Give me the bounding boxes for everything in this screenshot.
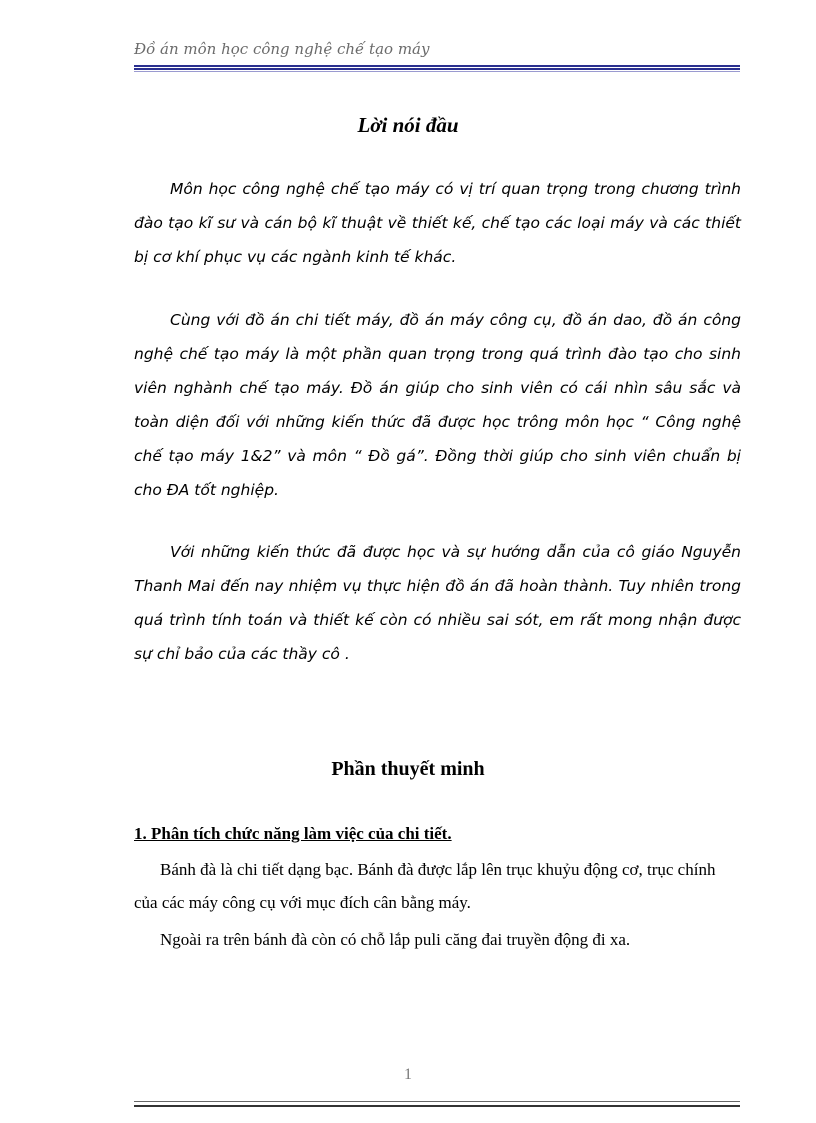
header-rule-middle: [134, 68, 740, 70]
header-rule-bottom: [134, 71, 740, 72]
running-header: Đồ án môn học công nghệ chế tạo máy: [134, 40, 430, 58]
intro-paragraph-3: Với những kiến thức đã được học và sự hướng dẫn của cô giáo Nguyễn Thanh Mai đến nay nhiệm vụ thực hiện đồ án đã hoàn thành. Tuy nhiên trong quá trình tính toán và thiết kế còn có nhiều sai sót, em rất mong nhận được sự chỉ bảo của các thầy cô .: [134, 543, 741, 663]
footer-rule-thin: [134, 1101, 740, 1102]
subsection-heading: 1. Phân tích chức năng làm việc của chi tiết.: [134, 824, 452, 843]
body-paragraph-1: Bánh đà là chi tiết dạng bạc. Bánh đà được lắp lên trục khuỷu động cơ, trục chính của các máy công cụ với mục đích cân bằng máy.: [134, 860, 716, 912]
intro-paragraph-2: Cùng với đồ án chi tiết máy, đồ án máy công cụ, đồ án dao, đồ án công nghệ chế tạo máy là một phần quan trọng trong quá trình đào tạo cho sinh viên nghành chế tạo máy. Đồ án giúp cho sinh viên có cái nhìn sâu sắc và toàn diện đối với những kiến thức đã được học trông môn học “ Công nghệ chế tạo máy 1&2” và môn “ Đồ gá”. Đồng thời giúp cho sinh viên chuẩn bị cho ĐA tốt nghiệp.: [134, 311, 741, 499]
section-title: Phần thuyết minh: [331, 758, 485, 780]
page-number: 1: [404, 1066, 412, 1083]
body-paragraph-2: Ngoài ra trên bánh đà còn có chỗ lắp puli căng đai truyền động đi xa.: [160, 930, 631, 949]
page-title: Lời nói đầu: [357, 113, 459, 137]
footer-rule-thick: [134, 1105, 740, 1107]
intro-paragraph-1: Môn học công nghệ chế tạo máy có vị trí quan trọng trong chương trình đào tạo kĩ sư và cán bộ kĩ thuật về thiết kế, chế tạo các loại máy và các thiết bị cơ khí phục vụ các ngành kinh tế khác.: [134, 180, 741, 266]
header-rule-top: [134, 65, 740, 67]
